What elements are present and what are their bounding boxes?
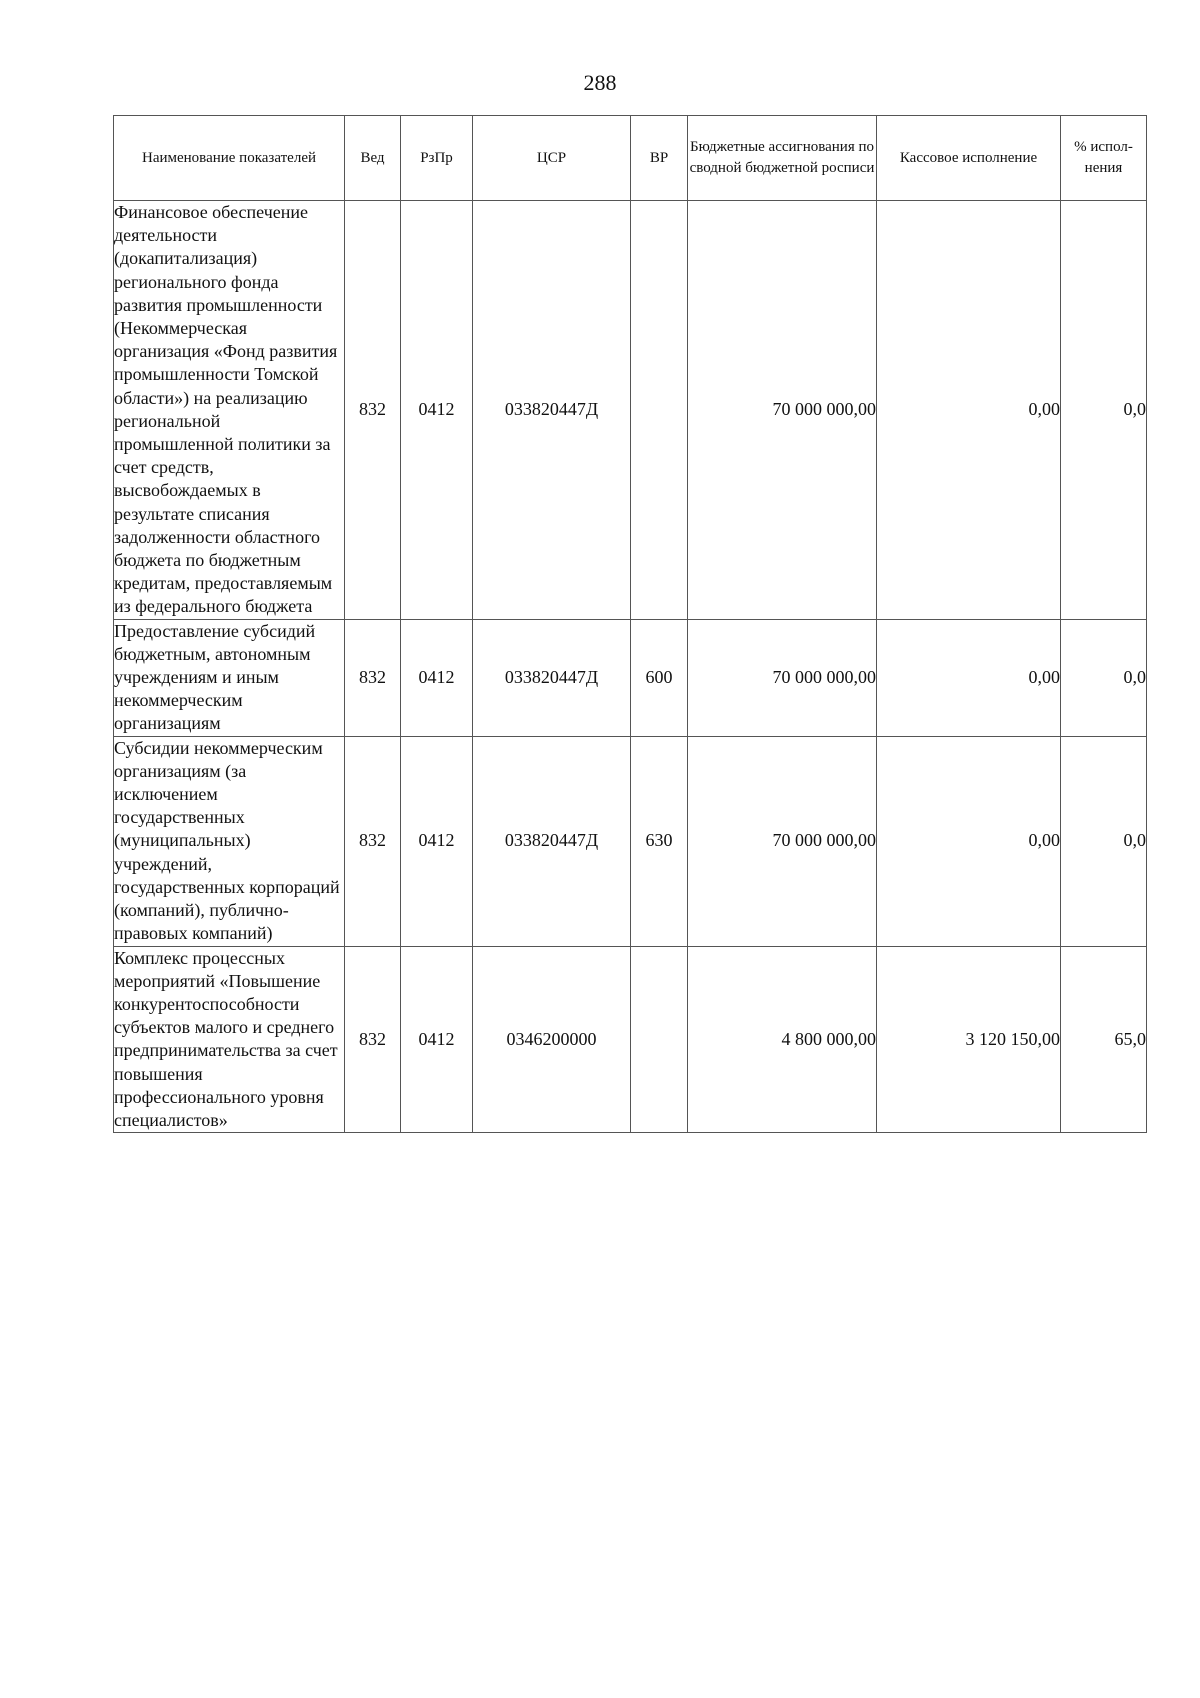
header-vr: ВР (631, 116, 688, 201)
header-rzpr: РзПр (401, 116, 473, 201)
row-name: Субсидии некоммерческим организациям (за исключением государственных (муниципальных) учреждений, государственных корпораций (компаний), публично-правовых компаний) (114, 736, 345, 946)
table-row (114, 946, 1147, 1133)
header-ved: Вед (345, 116, 401, 201)
row-budget: 70 000 000,00 (688, 736, 877, 946)
row-ved: 832 (345, 201, 401, 620)
row-ved: 832 (345, 736, 401, 946)
row-percent: 0,0 (1061, 736, 1147, 946)
row-rzpr: 0412 (401, 946, 473, 1133)
table-row (114, 619, 1147, 736)
row-percent: 0,0 (1061, 619, 1147, 736)
row-vr: 630 (631, 736, 688, 946)
row-name: Комплекс процессных мероприятий «Повышение конкурентоспособности субъектов малого и среднего предпринимательства за счет повышения профессионального уровня специалистов» (114, 946, 345, 1133)
row-vr (631, 201, 688, 620)
table-row (114, 736, 1147, 946)
row-rzpr: 0412 (401, 619, 473, 736)
row-rzpr: 0412 (401, 736, 473, 946)
row-percent: 65,0 (1061, 946, 1147, 1133)
row-csr: 033820447Д (473, 201, 631, 620)
table-row (114, 201, 1147, 620)
header-cash: Кассовое исполнение (877, 116, 1061, 201)
row-cash: 3 120 150,00 (877, 946, 1061, 1133)
row-name: Предоставление субсидий бюджетным, автономным учреждениям и иным некоммерческим организациям (114, 619, 345, 736)
row-csr: 033820447Д (473, 736, 631, 946)
header-percent: % испол-нения (1061, 116, 1147, 201)
row-budget: 4 800 000,00 (688, 946, 877, 1133)
row-cash: 0,00 (877, 201, 1061, 620)
row-budget: 70 000 000,00 (688, 619, 877, 736)
header-name: Наименование показателей (114, 116, 345, 201)
row-rzpr: 0412 (401, 201, 473, 620)
row-cash: 0,00 (877, 736, 1061, 946)
row-csr: 033820447Д (473, 619, 631, 736)
row-csr: 0346200000 (473, 946, 631, 1133)
budget-execution-table (113, 115, 1147, 1133)
header-csr: ЦСР (473, 116, 631, 201)
row-cash: 0,00 (877, 619, 1061, 736)
header-budget: Бюджетные ассигнования по сводной бюджетной росписи (688, 116, 877, 201)
row-vr: 600 (631, 619, 688, 736)
row-name: Финансовое обеспечение деятельности (докапитализация) регионального фонда развития промышленности (Некоммерческая организация «Фонд развития промышленности Томской области») на реализацию региональной промышленной политики за счет средств, высвобождаемых в результате списания задолженности областного бюджета по бюджетным кредитам, предоставляемым из федерального бюджета (114, 201, 345, 620)
table-header-row (114, 116, 1147, 201)
row-percent: 0,0 (1061, 201, 1147, 620)
row-ved: 832 (345, 946, 401, 1133)
page-number: 288 (583, 70, 617, 95)
row-vr (631, 946, 688, 1133)
row-budget: 70 000 000,00 (688, 201, 877, 620)
row-ved: 832 (345, 619, 401, 736)
